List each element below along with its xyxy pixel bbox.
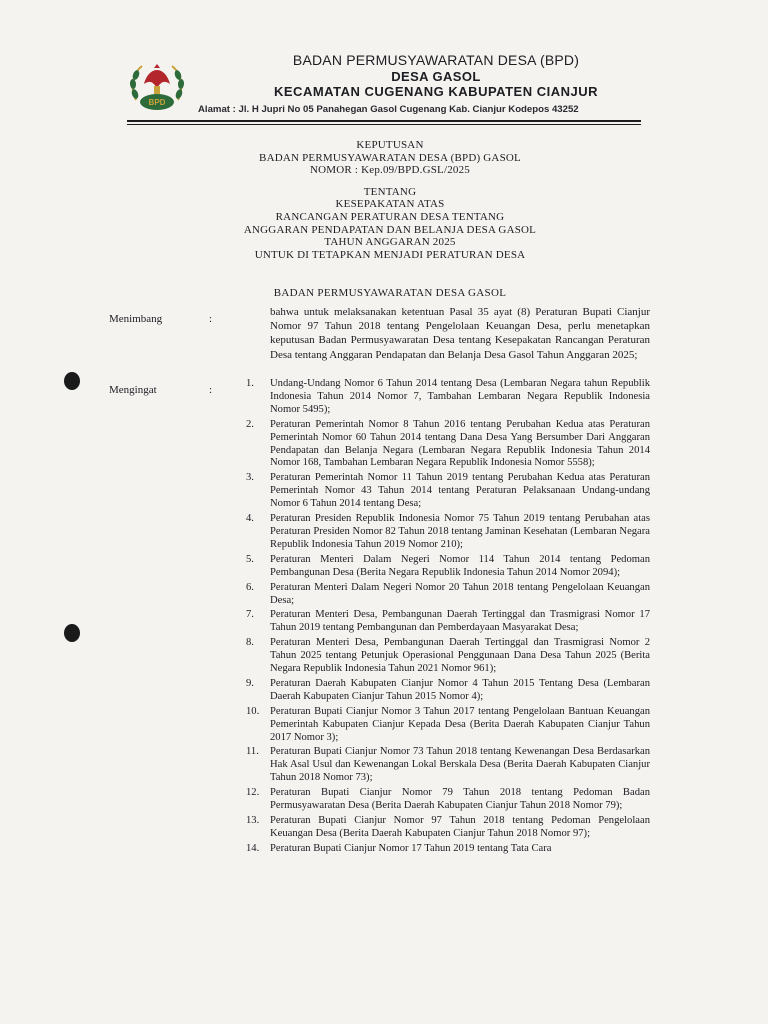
punch-hole: [64, 624, 80, 642]
item-number: 12.: [246, 787, 260, 799]
item-number: 14.: [246, 842, 260, 854]
list-item: [246, 472, 650, 511]
logo-lettering: BPD: [148, 98, 166, 107]
item-number: 10.: [246, 705, 260, 717]
list-item: [246, 637, 650, 676]
list-item: [246, 746, 650, 785]
decree-about: TENTANG: [363, 185, 417, 198]
item-text: Peraturan Bupati Cianjur Nomor 17 Tahun 2019 tentang Tata Cara: [270, 842, 552, 854]
org-name: BADAN PERMUSYAWARATAN DESA (BPD): [292, 52, 580, 68]
item-number: 6.: [246, 581, 254, 593]
punch-hole: [64, 372, 80, 390]
item-number: 9.: [246, 677, 254, 689]
item-number: 2.: [246, 418, 254, 430]
item-text: Peraturan Menteri Dalam Negeri Nomor 114 Tahun 2014 tentang Pedoman Pembangunan Desa (Berita Negara Republik Indonesia Tahun 2014 Nomor 2094);: [270, 553, 650, 578]
list-item: [246, 582, 650, 608]
list-item: [246, 419, 650, 471]
item-text: Peraturan Daerah Kabupaten Cianjur Nomor 4 Tahun 2015 Tentang Desa (Lembaran Daerah Kabupaten Cianjur Tahun 2015 Nomor 4);: [270, 677, 650, 702]
item-text: Peraturan Bupati Cianjur Nomor 79 Tahun 2018 tentang Pedoman Badan Permusyawaratan Desa (Berita Daerah Kabupaten Cianjur Tahun 2018 Nomor 79);: [270, 787, 650, 812]
decree-subject-line: KESEPAKATAN ATAS: [335, 198, 445, 211]
item-text: Undang-Undang Nomor 6 Tahun 2014 tentang Desa (Lembaran Negara tahun Republik Indonesia Tahun 2014 Nomor 7, Tambahan Lembaran Negara Republik Indonesia Nomor 5495);: [270, 378, 650, 415]
list-item: [246, 554, 650, 580]
item-text: Peraturan Menteri Dalam Negeri Nomor 20 Tahun 2018 tentang Pengelolaan Keuangan Desa;: [270, 581, 650, 606]
letterhead-address: Alamat : Jl. H Jupri No 05 Panahegan Gasol Cugenang Kab. Cianjur Kodepos 43252: [198, 104, 579, 115]
list-item: [246, 378, 650, 417]
item-number: 13.: [246, 815, 260, 826]
decree-subject-line: TAHUN ANGGARAN 2025: [324, 236, 456, 249]
bpd-emblem-logo: [126, 56, 188, 118]
decree-title-block: [190, 139, 590, 261]
menimbang-label: Menimbang: [109, 313, 163, 325]
body-title: BADAN PERMUSYAWARATAN DESA GASOL: [273, 287, 507, 299]
letterhead: [196, 52, 676, 100]
decree-issuer: BADAN PERMUSYAWARATAN DESA (BPD) GASOL: [259, 151, 521, 164]
item-text: Peraturan Bupati Cianjur Nomor 97 Tahun 2018 tentang Pedoman Pengelolaan Keuangan Desa (Berita Daerah Kabupaten Cianjur Tahun 2018 Nomor 97);: [270, 815, 650, 839]
list-item: [246, 815, 650, 841]
letterhead-divider-thin: [127, 124, 641, 125]
item-text: Peraturan Pemerintah Nomor 11 Tahun 2019 tentang Perubahan Kedua atas Peraturan Pemerintah Nomor 43 Tahun 2014 tentang Peraturan Pelaksanaan Undang-undang Nomor 6 Tahun 2014 tentang Desa;: [270, 472, 650, 510]
item-number: 4.: [246, 513, 254, 525]
list-item: [246, 843, 650, 856]
item-text: Peraturan Pemerintah Nomor 8 Tahun 2016 tentang Perubahan Kedua atas Peraturan Pemerintah Nomor 60 Tahun 2014 tentang Dana Desa Yang Bersumber Dari Anggaran Pendapatan dan Belanja Negara (Lembaran Negara Republik Indonesia Tahun 2014 Nomor 168, Tambahan Lembaran Negara Republik Indonesia Nomor 5558);: [270, 418, 650, 469]
decree-subject-line: UNTUK DI TETAPKAN MENJADI PERATURAN DESA: [254, 248, 526, 261]
decree-heading: KEPUTUSAN: [356, 139, 424, 151]
list-item: [246, 678, 650, 704]
item-number: 11.: [246, 746, 259, 758]
letterhead-divider: [127, 120, 641, 122]
item-number: 1.: [246, 378, 254, 389]
item-number: 3.: [246, 472, 254, 484]
decree-subject-line: RANCANGAN PERATURAN DESA TENTANG: [275, 210, 505, 223]
mengingat-list: [246, 378, 650, 858]
decree-subject-line: ANGGARAN PENDAPATAN DAN BELANJA DESA GASOL: [243, 223, 537, 236]
list-item: [246, 706, 650, 745]
village-name: DESA GASOL: [391, 69, 481, 84]
district-name: KECAMATAN CUGENANG KABUPATEN CIANJUR: [274, 84, 598, 99]
mengingat-colon: :: [209, 384, 213, 396]
list-item: [246, 609, 650, 635]
menimbang-colon: :: [209, 313, 213, 325]
item-number: 8.: [246, 637, 254, 649]
item-text: Peraturan Menteri Desa, Pembangunan Daerah Tertinggal dan Trasmigrasi Nomor 2 Tahun 2025 tentang Petunjuk Operasional Penggunaan Dana Desa Tahun 2025 (Berita Negara Republik Indonesia Tahun 2021 Nomor 961);: [270, 637, 650, 675]
item-text: Peraturan Presiden Republik Indonesia Nomor 75 Tahun 2019 tentang Perubahan atas Peraturan Presiden Nomor 82 Tahun 2018 tentang Jaminan Kesehatan (Lembaran Negara Republik Indonesia Tahun 2019 Nomor 210);: [270, 513, 650, 550]
item-text: Peraturan Bupati Cianjur Nomor 73 Tahun 2018 tentang Kewenangan Desa Berdasarkan Hak Asal Usul dan Kewenangan Lokal Berskala Desa (Berita Daerah Kabupaten Cianjur Tahun 2018 Nomor 73);: [270, 746, 650, 784]
mengingat-label: Mengingat: [109, 384, 157, 396]
list-item: [246, 787, 650, 813]
list-item: [246, 513, 650, 552]
menimbang-text: bahwa untuk melaksanakan ketentuan Pasal 35 ayat (8) Peraturan Bupati Cianjur Nomor 97 Tahun 2018 tentang Pengelolaan Keuangan Desa, perlu menetapkan keputusan Badan Permusyawaratan Desa tentang Kesepakatan Rancangan Peraturan Desa tentang Anggaran Pendapatan dan Belanja Desa Gasol Tahun Anggaran 2025;: [270, 306, 650, 361]
item-number: 5.: [246, 553, 254, 565]
item-text: Peraturan Bupati Cianjur Nomor 3 Tahun 2017 tentang Pengelolaan Bantuan Keuangan Pemerintah Kabupaten Cianjur Kepada Desa (Berita Daerah Kabupaten Cianjur Tahun 2017 Nomor 3);: [270, 705, 650, 743]
item-text: Peraturan Menteri Desa, Pembangunan Daerah Tertinggal dan Trasmigrasi Nomor 17 Tahun 2019 tentang Pembangunan dan Pemberdayaan Masyarakat Desa;: [270, 609, 650, 634]
item-number: 7.: [246, 609, 254, 621]
decree-number: NOMOR : Kep.09/BPD.GSL/2025: [309, 164, 471, 177]
